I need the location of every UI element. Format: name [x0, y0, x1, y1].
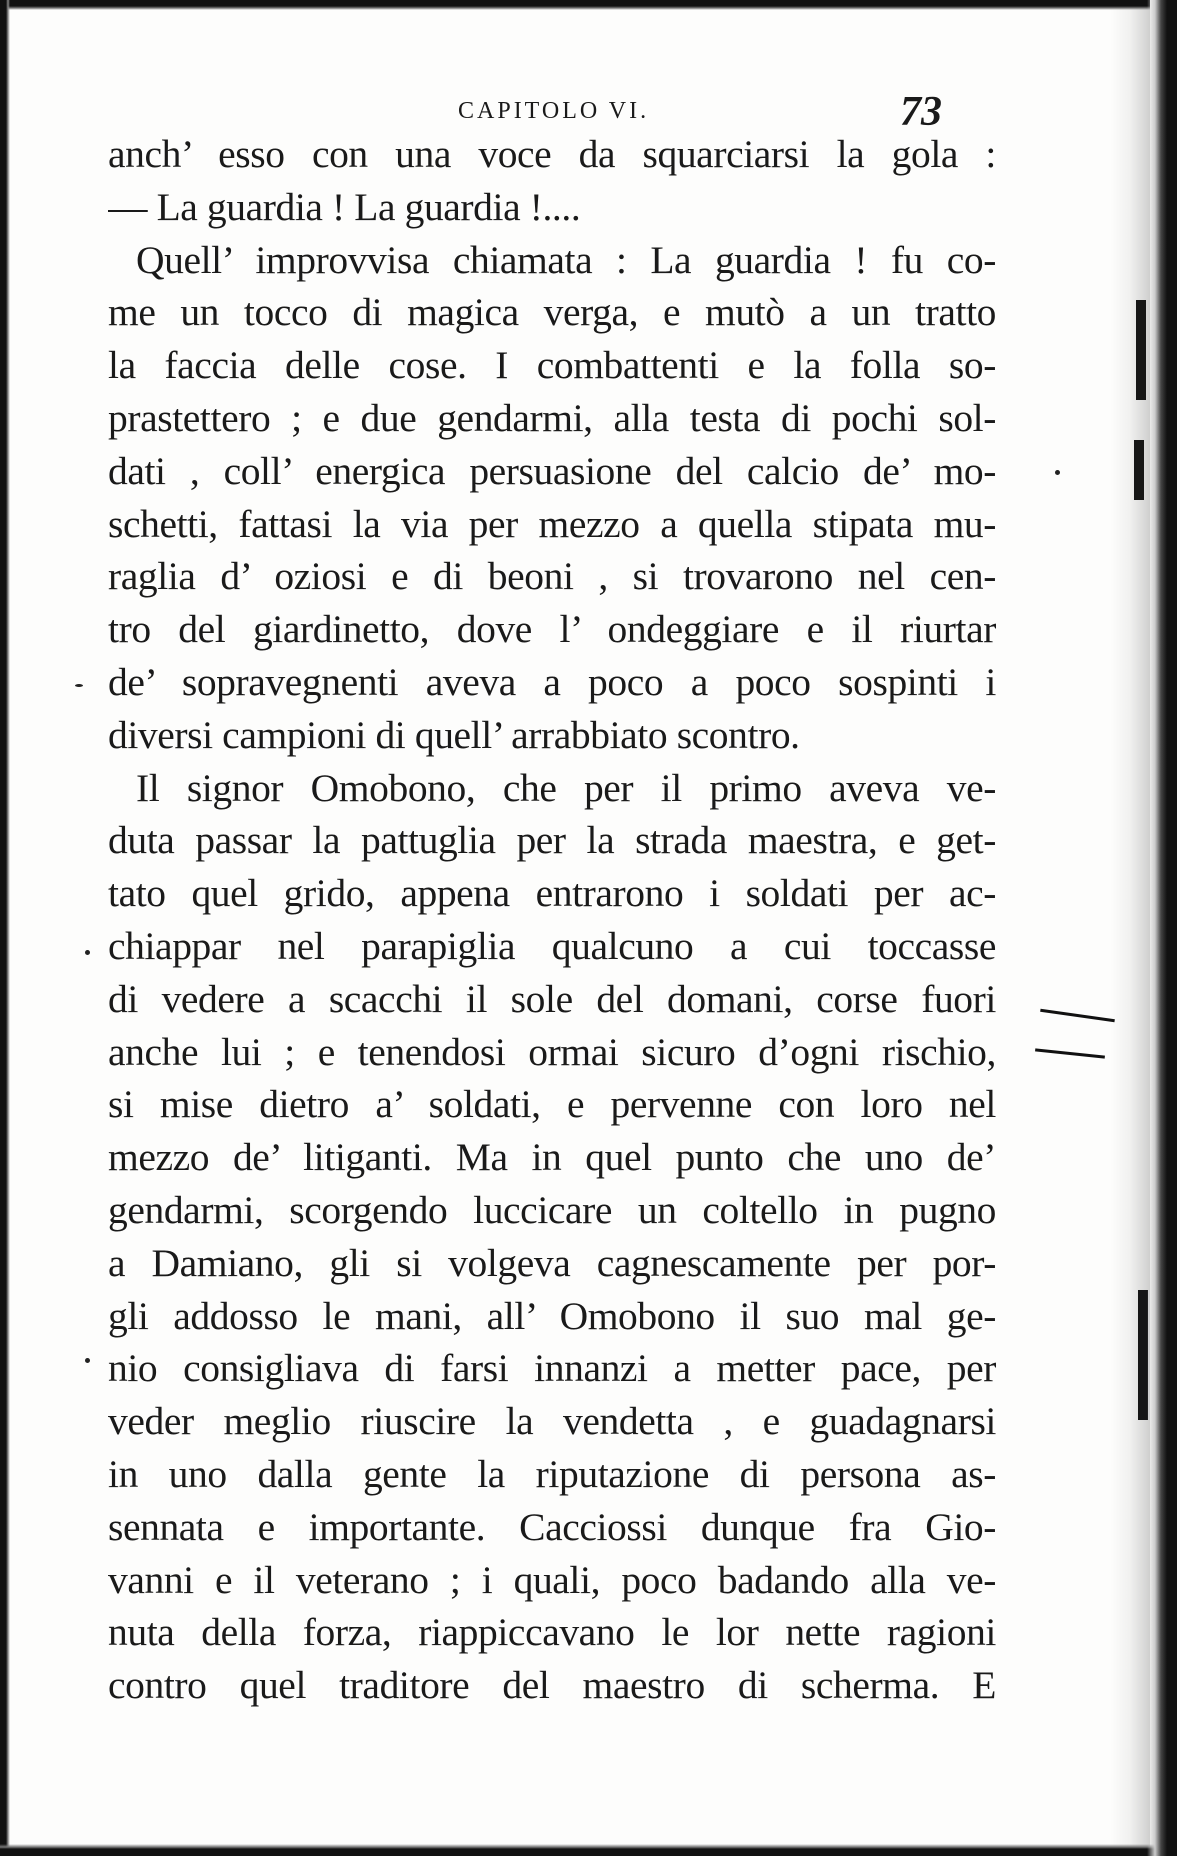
text-line: si mise dietro a’ soldati, e pervenne con loro nel — [108, 1082, 996, 1127]
running-head: CAPITOLO VI. — [458, 98, 650, 124]
ink-speck — [75, 684, 83, 687]
page-spine-shadow — [1110, 0, 1150, 1856]
scan-border-top — [0, 0, 1150, 10]
scan-border-left — [0, 0, 10, 1856]
text-line: sennata e importante. Cacciossi dunque fra Gio- — [108, 1504, 996, 1549]
scan-border-right — [1147, 0, 1177, 1856]
text-line: Quell’ improvvisa chiamata : La guardia ! fu co- — [136, 237, 996, 282]
text-line: raglia d’ oziosi e di beoni , si trovarono nel cen- — [108, 554, 996, 599]
ink-speck — [85, 1358, 90, 1363]
text-line: a Damiano, gli si volgeva cagnescamente per por- — [108, 1240, 996, 1285]
ink-mark — [1035, 1048, 1105, 1058]
scan-border-bottom — [0, 1844, 1177, 1856]
ink-speck — [85, 950, 90, 955]
text-line: vanni e il veterano ; i quali, poco badando alla ve- — [108, 1557, 996, 1602]
text-line: schetti, fattasi la via per mezzo a quella stipata mu- — [108, 501, 996, 546]
text-line: nio consigliava di farsi innanzi a metter pace, per — [108, 1346, 996, 1391]
page-number: 73 — [900, 89, 942, 135]
text-line: anche lui ; e tenendosi ormai sicuro d’ogni rischio, — [108, 1029, 996, 1074]
text-line: de’ sopravegnenti aveva a poco a poco sospinti i — [108, 659, 996, 704]
ink-mark — [1040, 1009, 1115, 1022]
text-line: nuta della forza, riappiccavano le lor nette ragioni — [108, 1610, 996, 1655]
text-line: mezzo de’ litiganti. Ma in quel punto che uno de’ — [108, 1135, 996, 1180]
text-line: Il signor Omobono, che per il primo aveva ve- — [136, 765, 996, 810]
spine-mark — [1136, 300, 1146, 400]
text-line: diversi campioni di quell’ arrabbiato scontro. — [108, 712, 800, 757]
text-line: gli addosso le mani, all’ Omobono il suo mal ge- — [108, 1293, 996, 1338]
page-header — [108, 88, 1003, 135]
text-line: di vedere a scacchi il sole del domani, corse fuori — [108, 976, 996, 1021]
text-line: prastettero ; e due gendarmi, alla testa di pochi sol- — [108, 395, 996, 440]
text-line: me un tocco di magica verga, e mutò a un tratto — [108, 290, 996, 335]
text-line: dati , coll’ energica persuasione del calcio de’ mo- — [108, 448, 996, 493]
text-line: tato quel grido, appena entrarono i soldati per ac- — [108, 871, 996, 916]
text-line: la faccia delle cose. I combattenti e la folla so- — [108, 343, 996, 388]
text-line: veder meglio riuscire la vendetta , e guadagnarsi — [108, 1399, 996, 1444]
ink-speck — [1055, 470, 1060, 475]
text-line: chiappar nel parapiglia qualcuno a cui toccasse — [108, 923, 996, 968]
text-line: gendarmi, scorgendo luccicare un coltello in pugno — [108, 1187, 996, 1232]
text-line: anch’ esso con una voce da squarciarsi la gola : — [108, 132, 996, 176]
text-line: duta passar la pattuglia per la strada maestra, e get- — [108, 818, 996, 863]
text-line: in uno dalla gente la riputazione di persona as- — [108, 1451, 996, 1496]
text-line: tro del giardinetto, dove l’ ondeggiare e il riurtar — [108, 607, 996, 652]
spine-mark — [1134, 440, 1144, 500]
body-text — [108, 128, 1003, 1712]
page-content — [108, 88, 1003, 1712]
text-line: — La guardia ! La guardia !.... — [108, 184, 581, 229]
text-line: contro quel traditore del maestro di scherma. E — [108, 1663, 996, 1708]
